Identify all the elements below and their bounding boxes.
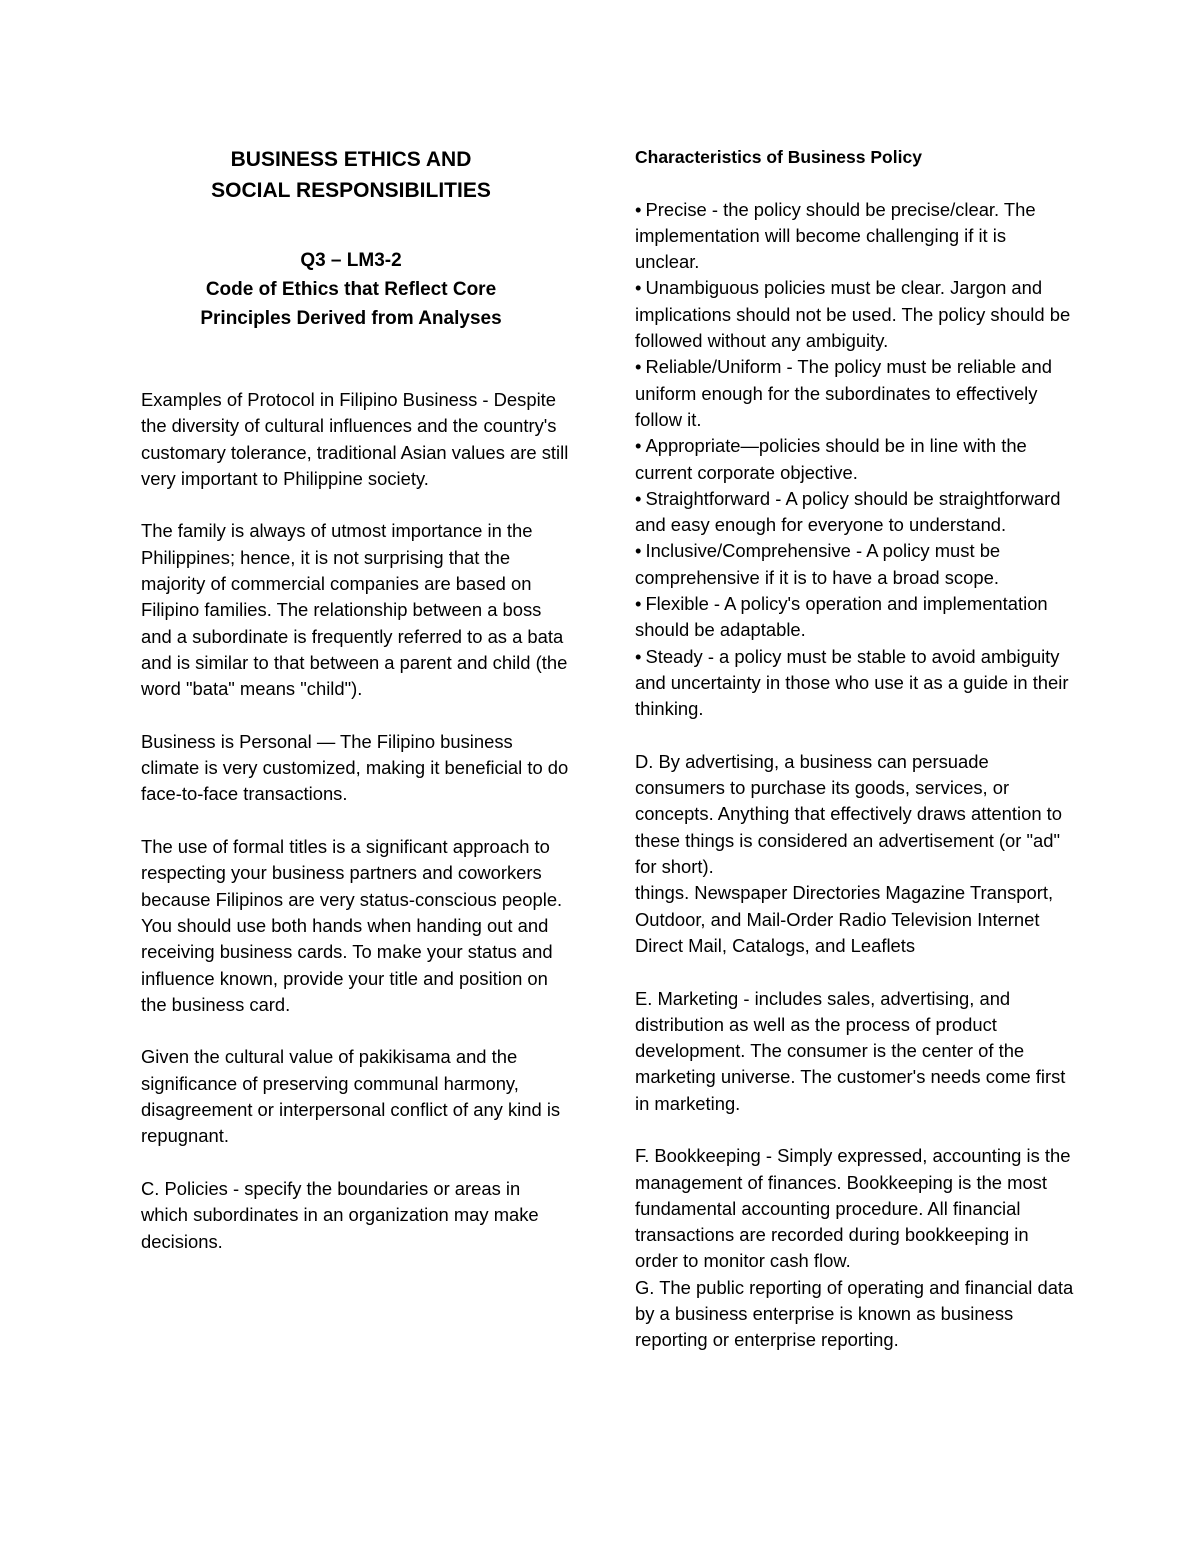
bullet-icon: • [635,435,642,457]
list-item [635,275,1075,354]
list-item [635,538,1075,591]
document-title-line-1: BUSINESS ETHICS AND [230,148,472,171]
lesson-code: Q3 – LM3-2 [300,250,402,271]
bullet-icon: • [635,645,642,667]
left-column [141,144,571,1281]
bullet-icon: • [635,540,642,562]
title-block [141,144,561,333]
list-item [635,433,1075,486]
bullet-icon: • [635,487,642,509]
paragraph-advertising-media: things. Newspaper Directories Magazine Transport, Outdoor, and Mail-Order Radio Television Internet Direct Mail, Catalogs, and Leaflets [635,882,1054,956]
list-item-text: Reliable/Uniform - The policy must be reliable and uniform enough for the subordinates to effectively follow it. [635,356,1052,430]
bullet-icon: • [635,198,642,220]
paragraph-protocol: Examples of Protocol in Filipino Business - Despite the diversity of cultural influences and the country's customary tolerance, traditional Asian values are still very important to Philippine society. [141,389,569,489]
list-item-text: Appropriate—policies should be in line with the current corporate objective. [635,435,1027,483]
list-item [635,197,1075,276]
lesson-title-line-1: Code of Ethics that Reflect Core [205,279,497,300]
paragraph-pakikisama: Given the cultural value of pakikisama and the significance of preserving communal harmony, disagreement or interpersonal conflict of any kind is repugnant. [141,1046,561,1147]
paragraph-advertising: D. By advertising, a business can persuade consumers to purchase its goods, services, or concepts. Anything that effectively draws attention to these things is considered an advertisement (or "ad" for short). [635,750,1062,878]
bullet-icon: • [635,356,642,378]
document-title-line-2: SOCIAL RESPONSIBILITIES [211,179,491,202]
paragraph-policies: C. Policies - specify the boundaries or areas in which subordinates in an organization may make decisions. [141,1177,539,1252]
paragraph-marketing: E. Marketing - includes sales, advertising, and distribution as well as the process of product development. The consumer is the center of the marketing universe. The customer's needs come first in marketing. [635,987,1066,1114]
paragraph-business-personal: Business is Personal — The Filipino business climate is very customized, making it beneficial to do face-to-face transactions. [141,730,569,805]
list-item [635,644,1075,723]
paragraph-reporting: G. The public reporting of operating and financial data by a business enterprise is known as business reporting or enterprise reporting. [635,1276,1074,1351]
list-item-text: Unambiguous policies must be clear. Jargon and implications should not be used. The policy should be followed without any ambiguity. [635,277,1071,352]
list-item-text: Precise - the policy should be precise/clear. The implementation will become challenging if it is unclear. [635,198,1036,273]
list-item-text: Flexible - A policy's operation and implementation should be adaptable. [635,593,1048,641]
bullet-icon: • [635,277,642,299]
list-item [635,486,1075,539]
bullet-icon: • [635,593,642,615]
list-item-text: Inclusive/Comprehensive - A policy must be comprehensive if it is to have a broad scope. [635,540,1001,588]
right-column [635,144,1075,1354]
paragraph-bookkeeping: F. Bookkeeping - Simply expressed, accounting is the management of finances. Bookkeeping is the most fundamental accounting procedure. All financial transactions are recorded during bookkeeping in order to monitor cash flow. [635,1145,1071,1272]
list-item-text: Steady - a policy must be stable to avoid ambiguity and uncertainty in those who use it as a guide in their thinking. [635,645,1069,720]
list-item [635,591,1075,644]
paragraph-family: The family is always of utmost importance in the Philippines; hence, it is not surprising that the majority of commercial companies are based on Filipino families. The relationship between a boss and a subordinate is frequently referred to as a bata and is similar to that between a parent and child (the word "bata" means "child"). [141,520,568,700]
list-item-text: Straightforward - A policy should be straightforward and easy enough for everyone to understand. [635,487,1061,536]
list-item [635,354,1075,433]
section-heading: Characteristics of Business Policy [635,147,922,167]
policy-characteristics-list [635,197,1075,723]
lesson-subtitle [141,246,561,333]
paragraph-formal-titles: The use of formal titles is a significant approach to respecting your business partners and coworkers because Filipinos are very status-conscious people. You should use both hands when handing out and receiving business cards. To make your status and influence known, provide your title and position on the business card. [141,836,563,1015]
lesson-title-line-2: Principles Derived from Analyses [200,308,502,329]
